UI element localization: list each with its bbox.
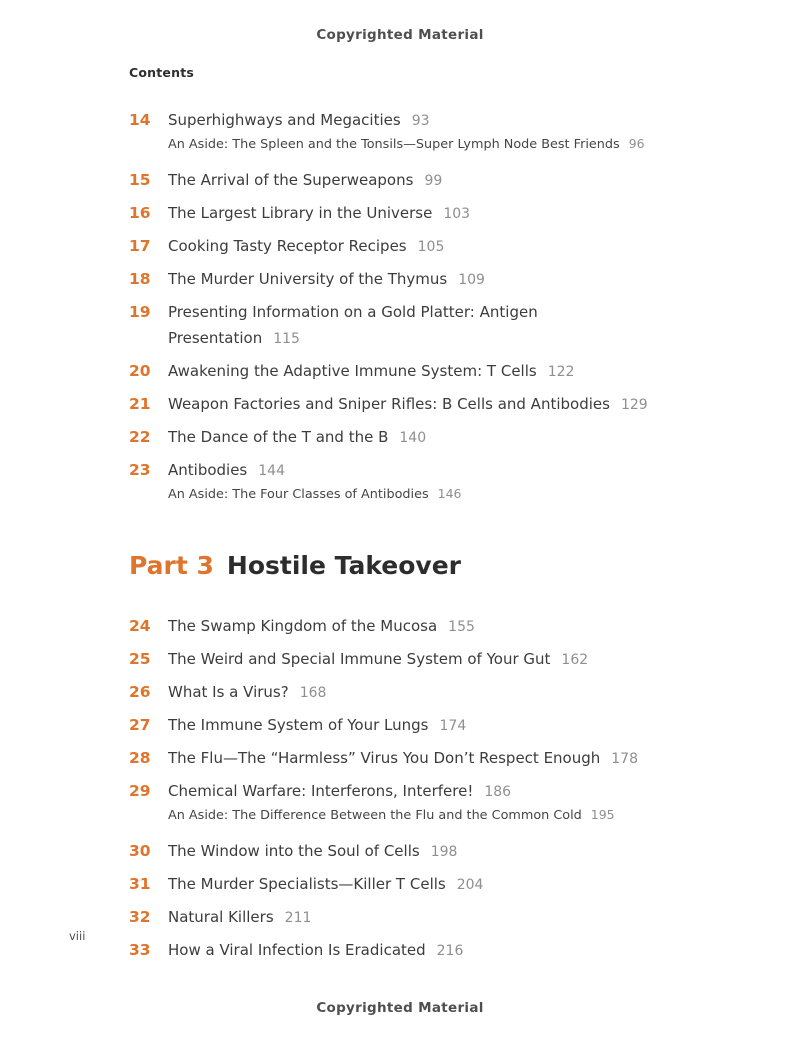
chapter-title-block xyxy=(168,167,442,194)
toc-entry xyxy=(129,424,722,451)
chapter-page-number: 93 xyxy=(411,113,430,129)
chapter-title: The Swamp Kingdom of the Mucosa xyxy=(168,617,438,635)
chapter-number: 30 xyxy=(129,842,151,860)
chapter-title: The Murder University of the Thymus xyxy=(168,270,448,288)
chapter-title-block xyxy=(168,778,511,805)
chapter-title: The Arrival of the Superweapons xyxy=(168,171,414,189)
toc-entry xyxy=(129,391,722,418)
toc-entry xyxy=(129,266,722,293)
toc-entry xyxy=(129,904,722,931)
chapter-title: Natural Killers xyxy=(168,908,274,926)
toc-entry xyxy=(129,167,722,194)
chapter-title: The Dance of the T and the B xyxy=(168,428,389,446)
chapter-page-number: 115 xyxy=(273,331,300,347)
contents-header: Contents xyxy=(129,65,195,80)
table-of-contents xyxy=(0,107,800,964)
chapter-page-number: 109 xyxy=(458,272,485,288)
chapter-number: 15 xyxy=(129,171,151,189)
chapter-title: How a Viral Infection Is Eradicated xyxy=(168,941,426,959)
toc-entry xyxy=(129,299,722,352)
chapter-page-number: 155 xyxy=(448,619,475,635)
chapter-page-number: 186 xyxy=(484,784,512,800)
chapter-number: 25 xyxy=(129,650,151,668)
chapter-page-number: 216 xyxy=(436,943,464,959)
aside-page-number: 195 xyxy=(590,807,615,822)
chapter-title-block xyxy=(168,646,588,673)
toc-entry xyxy=(129,358,722,385)
aside-page-number: 146 xyxy=(437,486,462,501)
chapter-title-block xyxy=(168,200,470,227)
chapter-number: 21 xyxy=(129,395,151,413)
chapter-title-block xyxy=(168,391,648,418)
toc-entry xyxy=(129,200,722,227)
chapter-page-number: 198 xyxy=(430,844,458,860)
chapter-title: Awakening the Adaptive Immune System: T Cells xyxy=(168,362,537,380)
chapter-title-block xyxy=(168,358,574,385)
chapter-number: 23 xyxy=(129,461,151,479)
aside-title: An Aside: The Four Classes of Antibodies xyxy=(168,487,429,502)
aside-entry xyxy=(168,484,722,505)
chapter-page-number: 140 xyxy=(399,430,427,446)
chapter-number: 28 xyxy=(129,749,151,767)
chapter-page-number: 174 xyxy=(439,718,467,734)
chapter-title: The Weird and Special Immune System of Your Gut xyxy=(168,650,551,668)
toc-entry xyxy=(129,646,722,673)
chapter-title-block xyxy=(168,745,638,772)
chapter-page-number: 168 xyxy=(299,685,327,701)
toc-entry xyxy=(129,745,722,772)
chapter-title: Antibodies xyxy=(168,461,248,479)
chapter-title-block xyxy=(168,266,485,293)
chapter-number: 27 xyxy=(129,716,151,734)
chapter-number: 33 xyxy=(129,941,151,959)
chapter-title-block xyxy=(168,679,326,706)
chapter-number: 29 xyxy=(129,782,151,800)
aside-title: An Aside: The Spleen and the Tonsils—Super Lymph Node Best Friends xyxy=(168,137,620,152)
copyright-banner-bottom: Copyrighted Material xyxy=(316,1000,484,1016)
chapter-title: The Largest Library in the Universe xyxy=(168,204,433,222)
chapter-title-block xyxy=(168,233,444,260)
chapter-title: The Window into the Soul of Cells xyxy=(168,842,420,860)
toc-entry xyxy=(129,679,722,706)
toc-entry xyxy=(129,613,722,640)
chapter-number: 14 xyxy=(129,111,151,129)
chapter-title: Cooking Tasty Receptor Recipes xyxy=(168,237,407,255)
chapter-page-number: 122 xyxy=(547,364,575,380)
chapter-number: 22 xyxy=(129,428,151,446)
chapter-number: 20 xyxy=(129,362,151,380)
chapter-page-number: 144 xyxy=(258,463,285,479)
chapter-page-number: 211 xyxy=(284,910,312,926)
toc-entry xyxy=(129,107,722,134)
chapter-title: The Murder Specialists—Killer T Cells xyxy=(168,875,446,893)
chapter-number: 31 xyxy=(129,875,151,893)
chapter-title-block xyxy=(168,838,457,865)
chapter-title: Chemical Warfare: Interferons, Interfere! xyxy=(168,782,474,800)
aside-title: An Aside: The Difference Between the Flu and the Common Cold xyxy=(168,808,582,823)
aside-page-number: 96 xyxy=(628,136,645,151)
chapter-page-number: 129 xyxy=(620,397,648,413)
chapter-page-number: 204 xyxy=(456,877,484,893)
chapter-title: The Flu—The “Harmless” Virus You Don’t Respect Enough xyxy=(168,749,601,767)
toc-entry xyxy=(129,457,722,484)
chapter-number: 24 xyxy=(129,617,151,635)
part-heading xyxy=(129,549,722,583)
chapter-title: The Immune System of Your Lungs xyxy=(168,716,429,734)
chapter-number: 19 xyxy=(129,303,151,321)
part-title: Hostile Takeover xyxy=(226,551,462,580)
toc-entry xyxy=(129,838,722,865)
chapter-title: Presenting Information on a Gold Platter: Antigen Presentation xyxy=(168,303,538,347)
chapter-number: 32 xyxy=(129,908,151,926)
chapter-title: Weapon Factories and Sniper Rifles: B Cells and Antibodies xyxy=(168,395,610,413)
toc-entry xyxy=(129,937,722,964)
chapter-title-block xyxy=(168,457,285,484)
chapter-page-number: 162 xyxy=(561,652,589,668)
chapter-title-block xyxy=(168,937,463,964)
toc-entry xyxy=(129,712,722,739)
chapter-number: 18 xyxy=(129,270,151,288)
part-label: Part 3 xyxy=(129,551,214,580)
chapter-title: Superhighways and Megacities xyxy=(168,111,401,129)
toc-entry xyxy=(129,778,722,805)
aside-entry xyxy=(168,805,722,826)
aside-entry xyxy=(168,134,722,155)
chapter-page-number: 178 xyxy=(611,751,638,767)
chapter-title-block xyxy=(168,424,426,451)
chapter-page-number: 105 xyxy=(417,239,445,255)
page-folio: viii xyxy=(69,929,86,943)
chapter-number: 26 xyxy=(129,683,151,701)
toc-entry xyxy=(129,871,722,898)
chapter-page-number: 103 xyxy=(443,206,471,222)
chapter-title: What Is a Virus? xyxy=(168,683,289,701)
chapter-title-block xyxy=(168,871,483,898)
chapter-number: 17 xyxy=(129,237,151,255)
chapter-number: 16 xyxy=(129,204,151,222)
chapter-title-block xyxy=(168,904,311,931)
chapter-title-block xyxy=(168,107,430,134)
chapter-title-block xyxy=(168,613,475,640)
toc-entry xyxy=(129,233,722,260)
copyright-banner-top: Copyrighted Material xyxy=(316,27,484,43)
chapter-title-block xyxy=(168,712,466,739)
chapter-title-block xyxy=(168,299,538,352)
chapter-page-number: 99 xyxy=(424,173,443,189)
